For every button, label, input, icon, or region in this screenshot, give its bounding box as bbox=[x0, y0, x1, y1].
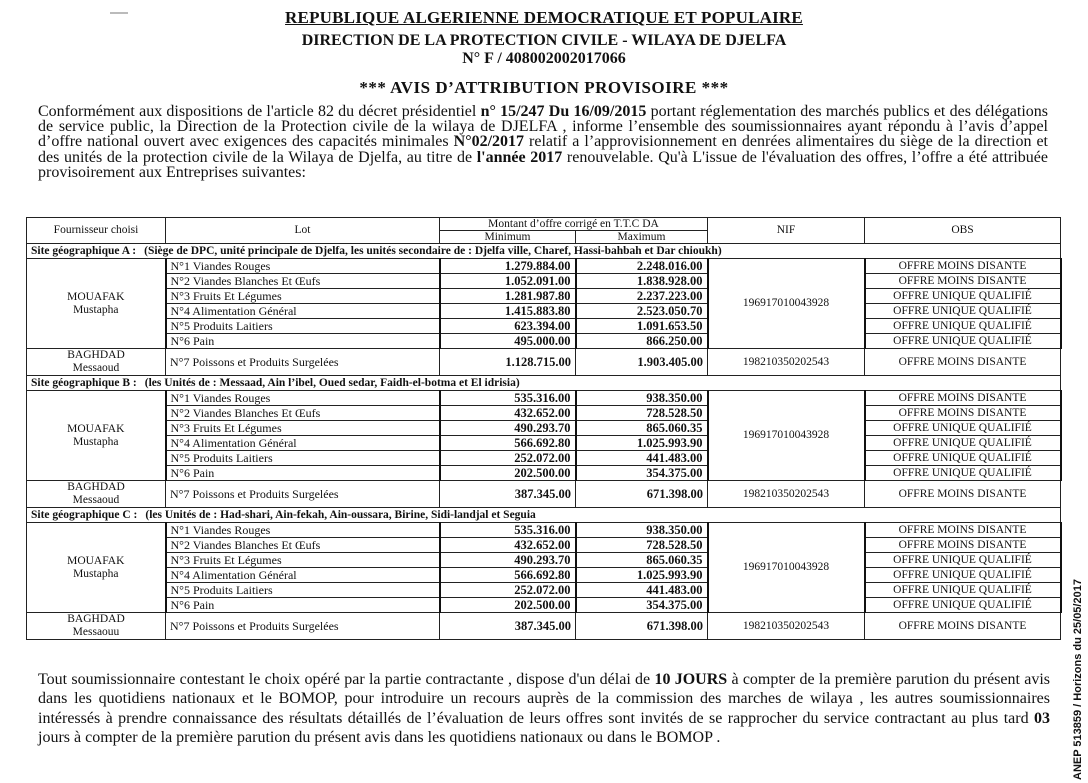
lot-row bbox=[27, 481, 1061, 508]
decree-reference: n° 15/247 Du 16/09/2015 bbox=[480, 103, 647, 120]
table-header-row bbox=[27, 218, 1061, 231]
lot-name: N°2 Viandes Blanches Et Œufs bbox=[166, 274, 440, 289]
observation: OFFRE MOINS DISANTE bbox=[865, 523, 1061, 538]
amount-maximum: 1.025.993.90 bbox=[576, 568, 708, 583]
lot-row bbox=[27, 523, 1061, 538]
supplier-name: BAGHDAD bbox=[67, 481, 125, 493]
amount-maximum: 865.060.35 bbox=[576, 553, 708, 568]
observation: OFFRE UNIQUE QUALIFIÉ bbox=[865, 466, 1061, 481]
amount-maximum: 1.091.653.50 bbox=[576, 319, 708, 334]
supplier-nif: 198210350202543 bbox=[708, 481, 865, 508]
site-label: Site géographique C : bbox=[31, 508, 138, 521]
header-maximum: Maximum bbox=[576, 231, 708, 244]
reference-number: N° F / 408002002017066 bbox=[462, 50, 626, 67]
observation: OFFRE MOINS DISANTE bbox=[865, 613, 1061, 640]
amount-maximum: 671.398.00 bbox=[576, 613, 708, 640]
intro-text-3: relatif a l’approvisionnement en denrées alimentaires du siège de la direction et des unités de la protection civile de la Wilaya de Djelfa, au titre de bbox=[38, 133, 1049, 166]
lot-name: N°7 Poissons et Produits Surgelées bbox=[166, 613, 440, 640]
supplier-cell bbox=[27, 481, 166, 508]
observation: OFFRE UNIQUE QUALIFIÉ bbox=[865, 568, 1061, 583]
intro-text-1: Conformément aux dispositions de l'article 82 du décret présidentiel bbox=[38, 103, 481, 120]
lot-row bbox=[27, 259, 1061, 274]
amount-minimum: 566.692.80 bbox=[440, 568, 576, 583]
amount-minimum: 432.652.00 bbox=[440, 538, 576, 553]
header-amount: Montant d’offre corrigé en T.T.C DA bbox=[440, 218, 708, 231]
lot-name: N°7 Poissons et Produits Surgelées bbox=[166, 481, 440, 508]
site-row bbox=[27, 508, 1061, 523]
header-lot: Lot bbox=[166, 218, 440, 244]
amount-maximum: 1.025.993.90 bbox=[576, 436, 708, 451]
supplier-cell bbox=[27, 613, 166, 640]
supplier-firstname: Messaouu bbox=[72, 626, 120, 638]
supplier-nif: 196917010043928 bbox=[708, 259, 865, 349]
amount-minimum: 1.415.883.80 bbox=[440, 304, 576, 319]
supplier-name: BAGHDAD bbox=[67, 349, 125, 361]
closing-paragraph bbox=[38, 670, 1050, 748]
observation: OFFRE UNIQUE QUALIFIÉ bbox=[865, 421, 1061, 436]
amount-maximum: 441.483.00 bbox=[576, 583, 708, 598]
lot-row bbox=[27, 568, 1061, 583]
lot-name: N°4 Alimentation Général bbox=[166, 568, 440, 583]
supplier-cell bbox=[27, 349, 166, 376]
supplier-name: MOUAFAK bbox=[67, 290, 125, 303]
site-description: (Siège de DPC, unité principale de Djelfa, les unités secondaire de : Djelfa ville, Charef, Hassi-bahbah et Dar chioukh) bbox=[144, 244, 722, 257]
lot-row bbox=[27, 538, 1061, 553]
site-label: Site géographique B : bbox=[31, 376, 137, 389]
supplier-name: BAGHDAD bbox=[67, 613, 125, 625]
lot-name: N°6 Pain bbox=[166, 334, 440, 349]
lot-name: N°7 Poissons et Produits Surgelées bbox=[166, 349, 440, 376]
amount-maximum: 441.483.00 bbox=[576, 451, 708, 466]
amount-maximum: 866.250.00 bbox=[576, 334, 708, 349]
publication-side-note: ANEP 513859 / Horizons du 25/05/2017 bbox=[1072, 579, 1084, 780]
lot-name: N°1 Viandes Rouges bbox=[166, 391, 440, 406]
amount-minimum: 387.345.00 bbox=[440, 481, 576, 508]
lot-name: N°6 Pain bbox=[166, 466, 440, 481]
amount-minimum: 202.500.00 bbox=[440, 598, 576, 613]
observation: OFFRE UNIQUE QUALIFIÉ bbox=[865, 583, 1061, 598]
amount-minimum: 490.293.70 bbox=[440, 553, 576, 568]
supplier-cell bbox=[27, 391, 166, 481]
observation: OFFRE MOINS DISANTE bbox=[865, 406, 1061, 421]
observation: OFFRE MOINS DISANTE bbox=[865, 274, 1061, 289]
observation: OFFRE MOINS DISANTE bbox=[865, 349, 1061, 376]
site-heading bbox=[27, 376, 1061, 391]
lot-row bbox=[27, 406, 1061, 421]
amount-minimum: 1.281.987.80 bbox=[440, 289, 576, 304]
lot-name: N°3 Fruits Et Légumes bbox=[166, 421, 440, 436]
supplier-firstname: Mustapha bbox=[73, 567, 119, 580]
observation: OFFRE UNIQUE QUALIFIÉ bbox=[865, 319, 1061, 334]
observation: OFFRE MOINS DISANTE bbox=[865, 481, 1061, 508]
lot-row bbox=[27, 598, 1061, 613]
lot-row bbox=[27, 319, 1061, 334]
amount-maximum: 728.528.50 bbox=[576, 406, 708, 421]
amount-minimum: 490.293.70 bbox=[440, 421, 576, 436]
lot-row bbox=[27, 349, 1061, 376]
header-nif: NIF bbox=[708, 218, 865, 244]
amount-minimum: 432.652.00 bbox=[440, 406, 576, 421]
lot-name: N°2 Viandes Blanches Et Œufs bbox=[166, 406, 440, 421]
observation: OFFRE UNIQUE QUALIFIÉ bbox=[865, 334, 1061, 349]
lot-name: N°3 Fruits Et Légumes bbox=[166, 289, 440, 304]
site-heading bbox=[27, 508, 1061, 523]
observation: OFFRE UNIQUE QUALIFIÉ bbox=[865, 289, 1061, 304]
lot-name: N°4 Alimentation Général bbox=[166, 436, 440, 451]
supplier-firstname: Mustapha bbox=[73, 435, 119, 448]
amount-minimum: 202.500.00 bbox=[440, 466, 576, 481]
direction-heading: DIRECTION DE LA PROTECTION CIVILE - WILAYA DE DJELFA bbox=[301, 32, 787, 49]
amount-maximum: 938.350.00 bbox=[576, 391, 708, 406]
amount-minimum: 535.316.00 bbox=[440, 391, 576, 406]
amount-maximum: 728.528.50 bbox=[576, 538, 708, 553]
outro-text-1: Tout soumissionnaire contestant le choix opéré par la partie contractante , dispose d'un délai de bbox=[38, 671, 655, 688]
observation: OFFRE MOINS DISANTE bbox=[865, 538, 1061, 553]
amount-minimum: 1.128.715.00 bbox=[440, 349, 576, 376]
header-obs: OBS bbox=[865, 218, 1061, 244]
outro-text-3: jours à compter de la première parution du présent avis dans les quotidiens nationaux ou dans le BOMOP . bbox=[38, 729, 721, 747]
lot-name: N°5 Produits Laitiers bbox=[166, 451, 440, 466]
amount-minimum: 535.316.00 bbox=[440, 523, 576, 538]
amount-minimum: 1.052.091.00 bbox=[440, 274, 576, 289]
site-label: Site géographique A : bbox=[31, 244, 137, 257]
supplier-name: MOUAFAK bbox=[67, 554, 125, 567]
site-row bbox=[27, 376, 1061, 391]
lot-row bbox=[27, 436, 1061, 451]
award-table bbox=[26, 217, 1062, 640]
appeal-delay: 10 JOURS bbox=[654, 671, 728, 688]
supplier-cell bbox=[27, 259, 166, 349]
amount-minimum: 252.072.00 bbox=[440, 583, 576, 598]
amount-maximum: 938.350.00 bbox=[576, 523, 708, 538]
supplier-firstname: Mustapha bbox=[73, 303, 119, 316]
supplier-cell bbox=[27, 523, 166, 613]
header-minimum: Minimum bbox=[440, 231, 576, 244]
amount-minimum: 252.072.00 bbox=[440, 451, 576, 466]
lot-row bbox=[27, 553, 1061, 568]
intro-paragraph bbox=[38, 104, 1048, 180]
lot-name: N°4 Alimentation Général bbox=[166, 304, 440, 319]
notice-title: *** AVIS D’ATTRIBUTION PROVISOIRE *** bbox=[359, 78, 729, 97]
amount-maximum: 1.903.405.00 bbox=[576, 349, 708, 376]
amount-maximum: 354.375.00 bbox=[576, 466, 708, 481]
lot-row bbox=[27, 583, 1061, 598]
contact-delay: 03 bbox=[1034, 709, 1050, 727]
amount-maximum: 671.398.00 bbox=[576, 481, 708, 508]
amount-minimum: 566.692.80 bbox=[440, 436, 576, 451]
observation: OFFRE UNIQUE QUALIFIÉ bbox=[865, 451, 1061, 466]
observation: OFFRE UNIQUE QUALIFIÉ bbox=[865, 598, 1061, 613]
observation: OFFRE UNIQUE QUALIFIÉ bbox=[865, 436, 1061, 451]
supplier-firstname: Messaoud bbox=[72, 494, 120, 506]
observation: OFFRE UNIQUE QUALIFIÉ bbox=[865, 304, 1061, 319]
site-heading bbox=[27, 244, 1061, 259]
amount-maximum: 865.060.35 bbox=[576, 421, 708, 436]
lot-name: N°1 Viandes Rouges bbox=[166, 259, 440, 274]
tender-number: N°02/2017 bbox=[453, 133, 525, 151]
lot-row bbox=[27, 451, 1061, 466]
lot-row bbox=[27, 274, 1061, 289]
lot-row bbox=[27, 421, 1061, 436]
supplier-nif: 196917010043928 bbox=[708, 523, 865, 613]
observation: OFFRE MOINS DISANTE bbox=[865, 259, 1061, 274]
site-description: (les Unités de : Messaad, Ain l’ibel, Oued sedar, Faidh-el-botma et El idrisia) bbox=[144, 376, 520, 389]
lot-name: N°5 Produits Laitiers bbox=[166, 319, 440, 334]
amount-maximum: 354.375.00 bbox=[576, 598, 708, 613]
amount-maximum: 2.523.050.70 bbox=[576, 304, 708, 319]
year-reference: l'année 2017 bbox=[476, 148, 563, 166]
amount-minimum: 1.279.884.00 bbox=[440, 259, 576, 274]
site-description: (les Unités de : Had-shari, Ain-fekah, Ain-oussara, Birine, Sidi-landjal et Seguia bbox=[145, 508, 536, 521]
intro-text-2: portant réglementation des marchés publics et des délégations de service public, la Direction de la Protection civile de la wilaya de DJELFA , informe l’ensemble des soumissionnaires ayant répondu à l’avis d’appel d’offre national ouvert avec exigences des capacités minimales bbox=[38, 103, 1049, 151]
lot-name: N°3 Fruits Et Légumes bbox=[166, 553, 440, 568]
amount-minimum: 387.345.00 bbox=[440, 613, 576, 640]
supplier-nif: 198210350202543 bbox=[708, 613, 865, 640]
amount-minimum: 495.000.00 bbox=[440, 334, 576, 349]
lot-row bbox=[27, 334, 1061, 349]
observation: OFFRE MOINS DISANTE bbox=[865, 391, 1061, 406]
supplier-nif: 198210350202543 bbox=[708, 349, 865, 376]
supplier-nif: 196917010043928 bbox=[708, 391, 865, 481]
lot-row bbox=[27, 304, 1061, 319]
amount-maximum: 2.237.223.00 bbox=[576, 289, 708, 304]
intro-text-4: renouvelable. Qu'à L'issue de l'évaluation des offres, l’offre a été attribuée provisoirement aux Entreprises suivantes: bbox=[38, 148, 1049, 181]
republic-heading: REPUBLIQUE ALGERIENNE DEMOCRATIQUE ET POPULAIRE bbox=[285, 8, 803, 27]
lot-name: N°6 Pain bbox=[166, 598, 440, 613]
lot-name: N°1 Viandes Rouges bbox=[166, 523, 440, 538]
lot-name: N°2 Viandes Blanches Et Œufs bbox=[166, 538, 440, 553]
lot-row bbox=[27, 289, 1061, 304]
observation: OFFRE UNIQUE QUALIFIÉ bbox=[865, 553, 1061, 568]
lot-name: N°5 Produits Laitiers bbox=[166, 583, 440, 598]
site-row bbox=[27, 244, 1061, 259]
outro-text-2: à compter de la première parution du présent avis dans les quotidiens nationaux et le BOMOP, pour introduire un recours auprès de la commission des marches de wilaya , les autres soumissionnaires intéressés à prendre connaissance des résultats détaillés de l’évaluation de leurs offres sont invités de se rapprocher du service contractant au plus tard bbox=[38, 671, 1051, 727]
supplier-name: MOUAFAK bbox=[67, 422, 125, 435]
supplier-firstname: Messaoud bbox=[72, 362, 120, 374]
amount-maximum: 2.248.016.00 bbox=[576, 259, 708, 274]
amount-minimum: 623.394.00 bbox=[440, 319, 576, 334]
lot-row bbox=[27, 391, 1061, 406]
lot-row bbox=[27, 466, 1061, 481]
header-supplier: Fournisseur choisi bbox=[27, 218, 166, 244]
lot-row bbox=[27, 613, 1061, 640]
amount-maximum: 1.838.928.00 bbox=[576, 274, 708, 289]
